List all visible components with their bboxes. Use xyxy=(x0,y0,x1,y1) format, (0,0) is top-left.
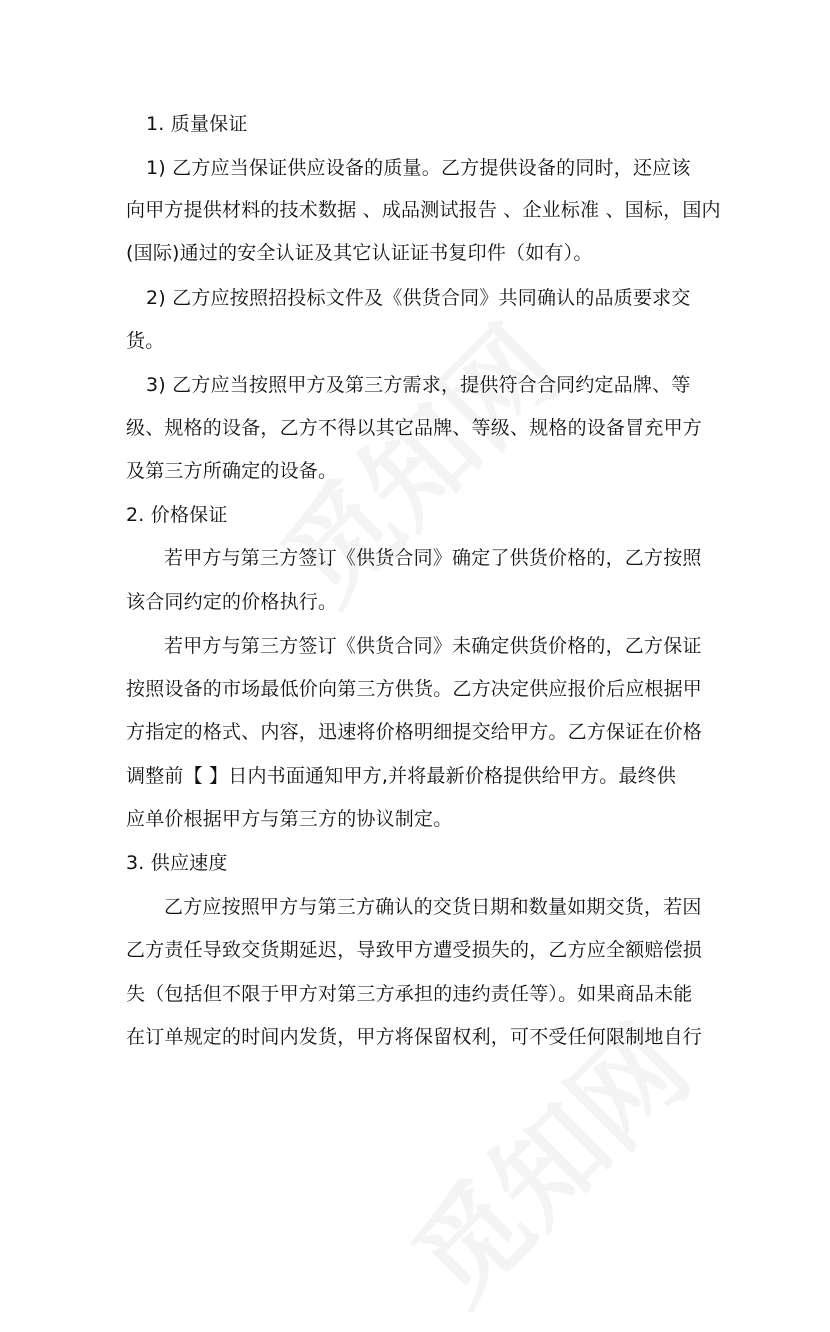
paragraph-line: 按照设备的市场最低价向第三方供货。乙方决定供应报价后应根据甲 xyxy=(126,678,703,700)
paragraph-line: 若甲方与第三方签订《供货合同》未确定供货价格的，乙方保证 xyxy=(164,635,702,657)
paragraph-line: 调整前【 】日内书面通知甲方,并将最新价格提供给甲方。最终供 xyxy=(126,765,677,787)
paragraph-line: 失（包括但不限于甲方对第三方承担的违约责任等）。如果商品未能 xyxy=(126,983,693,1005)
paragraph-line: 货。 xyxy=(126,330,165,352)
paragraph-line: 应单价根据甲方与第三方的协议制定。 xyxy=(126,808,453,830)
paragraph-line: 该合同约定的价格执行。 xyxy=(126,591,338,613)
section-heading: 1. 质量保证 xyxy=(146,113,248,135)
paragraph-line: 乙方应按照甲方与第三方确认的交货日期和数量如期交货，若因 xyxy=(164,896,702,918)
paragraph-line: 方指定的格式、内容，迅速将价格明细提交给甲方。乙方保证在价格 xyxy=(126,721,703,743)
paragraph-line: 3) 乙方应当按照甲方及第三方需求，提供符合合同约定品牌、等 xyxy=(146,374,691,396)
paragraph-line: 及第三方所确定的设备。 xyxy=(126,460,338,482)
paragraph-line: 级、规格的设备，乙方不得以其它品牌、等级、规格的设备冒充甲方 xyxy=(126,417,703,439)
section-heading: 2. 价格保证 xyxy=(126,504,228,526)
paragraph-line: 在订单规定的时间内发货，甲方将保留权利，可不受任何限制地自行 xyxy=(126,1026,703,1048)
paragraph-line: 1) 乙方应当保证供应设备的质量。乙方提供设备的同时，还应该 xyxy=(146,157,691,179)
paragraph-line: 向甲方提供材料的技术数据 、成品测试报告 、企业标准 、国标，国内 xyxy=(126,199,721,221)
paragraph-line: (国际)通过的安全认证及其它认证证书复印件（如有）。 xyxy=(126,242,593,264)
paragraph-line: 2) 乙方应按照招投标文件及《供货合同》共同确认的品质要求交 xyxy=(146,287,691,309)
section-heading: 3. 供应速度 xyxy=(126,852,228,874)
paragraph-line: 乙方责任导致交货期延迟，导致甲方遭受损失的，乙方应全额赔偿损 xyxy=(126,939,703,961)
paragraph-line: 若甲方与第三方签订《供货合同》确定了供货价格的，乙方按照 xyxy=(164,547,702,569)
